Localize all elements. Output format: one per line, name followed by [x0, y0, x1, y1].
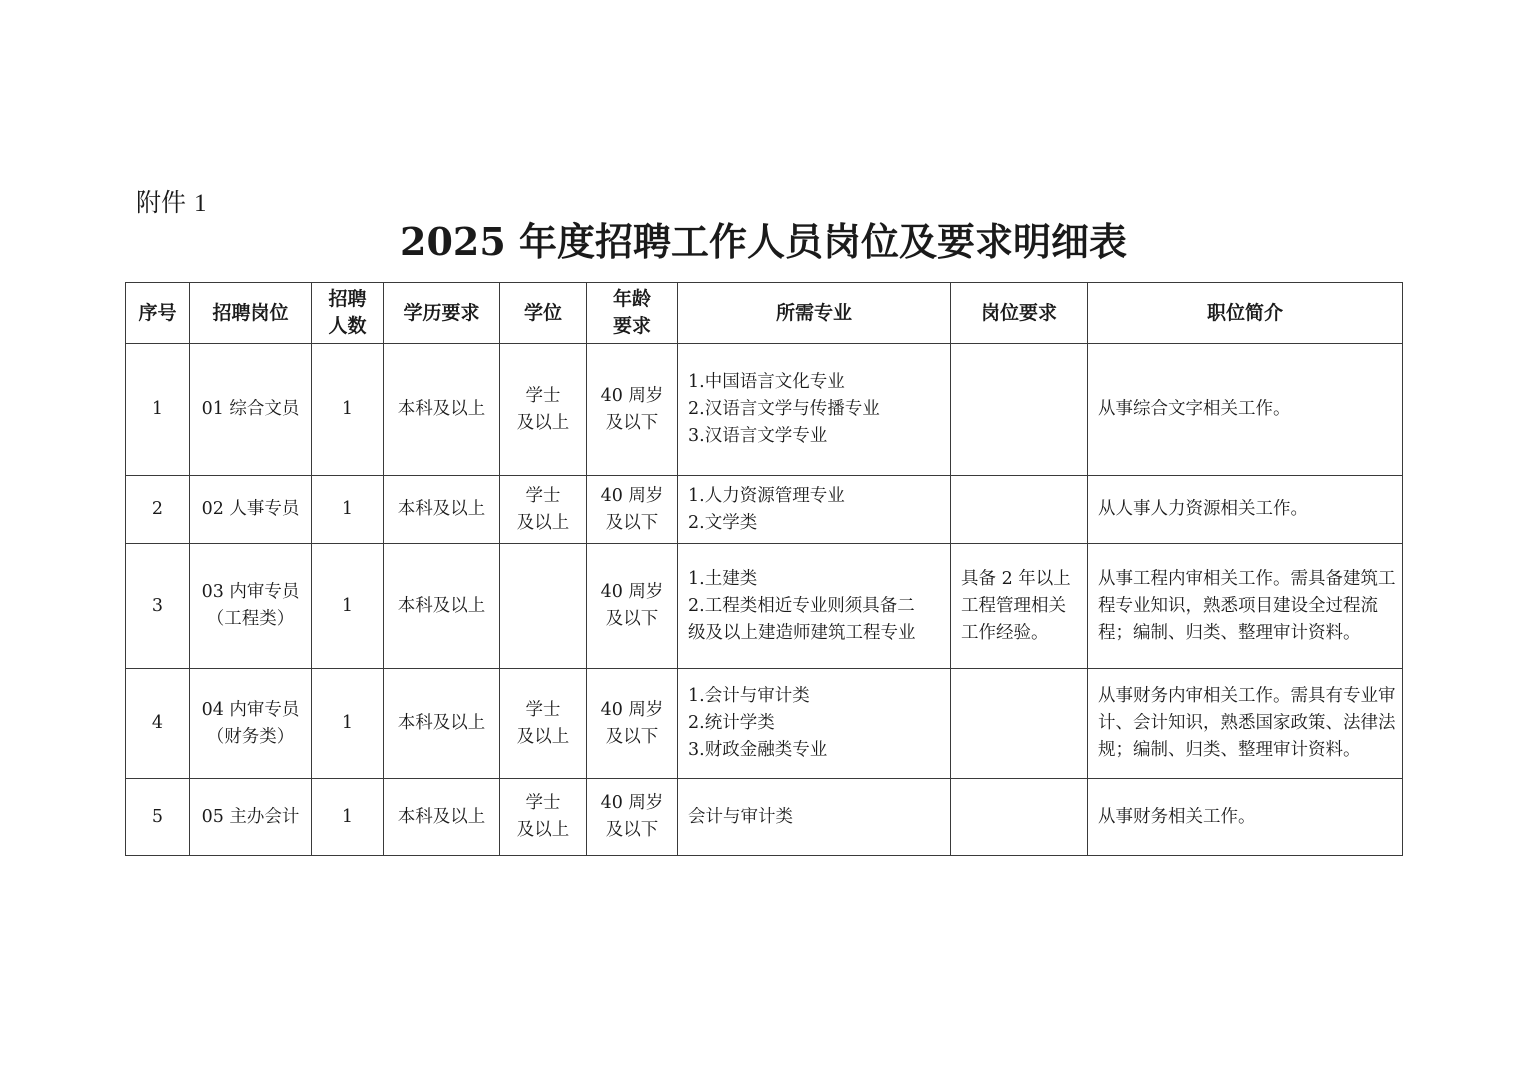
header-seq: 序号 — [126, 283, 190, 344]
header-degree: 学位 — [500, 283, 587, 344]
header-count — [312, 283, 384, 344]
cell-degree — [500, 544, 587, 669]
document-title: 2025 年度招聘工作人员岗位及要求明细表 — [400, 219, 1127, 264]
cell-education: 本科及以上 — [384, 476, 500, 544]
cell-description-text: 从事财务内审相关工作。需具有专业审计、会计知识，熟悉国家政策、法律法规；编制、归类、整理审计资料。 — [1098, 686, 1396, 760]
cell-position — [190, 669, 312, 779]
cell-position — [190, 544, 312, 669]
header-requirements: 岗位要求 — [951, 283, 1088, 344]
cell-degree — [500, 669, 587, 779]
cell-degree-line1: 学士 — [525, 699, 561, 720]
attachment-label-text: 附件 — [136, 188, 187, 217]
cell-majors — [678, 544, 951, 669]
cell-education: 本科及以上 — [384, 779, 500, 856]
cell-age-line2: 及以下 — [605, 820, 659, 840]
cell-major-item: 1.中国语言文化专业 — [688, 372, 845, 392]
cell-education: 本科及以上 — [384, 344, 500, 476]
cell-age-line1: 40 周岁 — [600, 582, 664, 602]
cell-age — [587, 344, 678, 476]
table-row — [126, 669, 1403, 779]
cell-age-line2: 及以下 — [605, 512, 659, 533]
cell-count: 1 — [312, 544, 384, 669]
header-count-line1: 招聘 — [328, 288, 367, 310]
cell-position — [190, 476, 312, 544]
header-position: 招聘岗位 — [190, 283, 312, 344]
cell-degree-line2: 及以上 — [516, 726, 570, 747]
cell-requirements — [951, 779, 1088, 856]
cell-major-item: 3.汉语言文学专业 — [688, 426, 828, 446]
cell-majors — [678, 669, 951, 779]
cell-major-item: 2.汉语言文学与传播专业 — [688, 399, 880, 419]
cell-degree — [500, 344, 587, 476]
cell-degree-line1: 学士 — [525, 385, 561, 406]
cell-position — [190, 344, 312, 476]
cell-description: 从事综合文字相关工作。 — [1088, 344, 1403, 476]
cell-age-line2: 及以下 — [605, 609, 659, 629]
cell-position-line2: （财务类） — [206, 726, 295, 747]
cell-requirements-text: 具备 2 年以上工程管理相关工作经验。 — [961, 568, 1071, 643]
cell-age — [587, 476, 678, 544]
cell-degree — [500, 476, 587, 544]
header-age — [587, 283, 678, 344]
cell-education: 本科及以上 — [384, 544, 500, 669]
table-row — [126, 544, 1403, 669]
header-description: 职位简介 — [1088, 283, 1403, 344]
header-age-line2: 要求 — [612, 315, 651, 337]
table-row — [126, 344, 1403, 476]
cell-major-item: 1.人力资源管理专业 — [688, 485, 845, 506]
cell-major-item: 2.文学类 — [688, 512, 758, 533]
cell-major-item: 2.统计学类 — [688, 713, 775, 733]
cell-requirements — [951, 344, 1088, 476]
cell-majors — [678, 344, 951, 476]
cell-age — [587, 669, 678, 779]
cell-age-line2: 及以下 — [605, 412, 659, 433]
cell-age — [587, 779, 678, 856]
cell-age — [587, 544, 678, 669]
cell-description — [1088, 669, 1403, 779]
cell-count: 1 — [312, 779, 384, 856]
cell-degree-line2: 及以上 — [516, 820, 570, 840]
cell-age-line1: 40 周岁 — [600, 793, 664, 813]
cell-seq: 2 — [126, 476, 190, 544]
cell-degree-line1: 学士 — [525, 793, 561, 813]
attachment-number: 1 — [194, 190, 207, 217]
cell-major-item: 3.财政金融类专业 — [688, 740, 828, 760]
cell-position-line1: 02 人事专员 — [201, 499, 300, 519]
cell-major-item: 1.土建类 — [688, 568, 758, 589]
cell-position — [190, 779, 312, 856]
cell-requirements — [951, 669, 1088, 779]
cell-description: 从事财务相关工作。 — [1088, 779, 1403, 856]
header-education: 学历要求 — [384, 283, 500, 344]
cell-age-line1: 40 周岁 — [600, 485, 664, 506]
cell-count: 1 — [312, 344, 384, 476]
cell-seq: 5 — [126, 779, 190, 856]
cell-description — [1088, 544, 1403, 669]
cell-position-line2: （工程类） — [206, 609, 295, 629]
cell-description-text: 从事工程内审相关工作。需具备建筑工程专业知识，熟悉项目建设全过程流程；编制、归类、整理审计资料。 — [1098, 568, 1396, 643]
table-row — [126, 779, 1403, 856]
cell-majors — [678, 476, 951, 544]
cell-age-line2: 及以下 — [605, 726, 659, 747]
cell-degree-line2: 及以上 — [516, 412, 570, 433]
cell-degree-line2: 及以上 — [516, 512, 570, 533]
cell-degree — [500, 779, 587, 856]
cell-requirements — [951, 476, 1088, 544]
cell-position-line1: 04 内审专员 — [201, 699, 300, 720]
header-age-line1: 年龄 — [612, 288, 651, 310]
cell-seq: 4 — [126, 669, 190, 779]
cell-count: 1 — [312, 476, 384, 544]
header-majors: 所需专业 — [678, 283, 951, 344]
cell-majors — [678, 779, 951, 856]
cell-count: 1 — [312, 669, 384, 779]
cell-description: 从人事人力资源相关工作。 — [1088, 476, 1403, 544]
cell-requirements — [951, 544, 1088, 669]
table-header-row — [126, 283, 1403, 344]
cell-position-line1: 03 内审专员 — [201, 582, 300, 602]
cell-major-item: 级及以上建造师建筑工程专业 — [688, 622, 916, 643]
positions-table — [125, 282, 1403, 856]
cell-age-line1: 40 周岁 — [600, 699, 664, 720]
header-count-line2: 人数 — [328, 315, 367, 337]
cell-seq: 3 — [126, 544, 190, 669]
table-row — [126, 476, 1403, 544]
cell-seq: 1 — [126, 344, 190, 476]
cell-position-line1: 01 综合文员 — [201, 399, 300, 419]
cell-major-item: 会计与审计类 — [688, 806, 793, 827]
cell-position-line1: 05 主办会计 — [201, 806, 300, 827]
cell-major-item: 2.工程类相近专业则须具备二 — [688, 595, 915, 616]
cell-education: 本科及以上 — [384, 669, 500, 779]
cell-degree-line1: 学士 — [525, 485, 561, 506]
cell-major-item: 1.会计与审计类 — [688, 686, 810, 706]
cell-age-line1: 40 周岁 — [600, 385, 664, 406]
